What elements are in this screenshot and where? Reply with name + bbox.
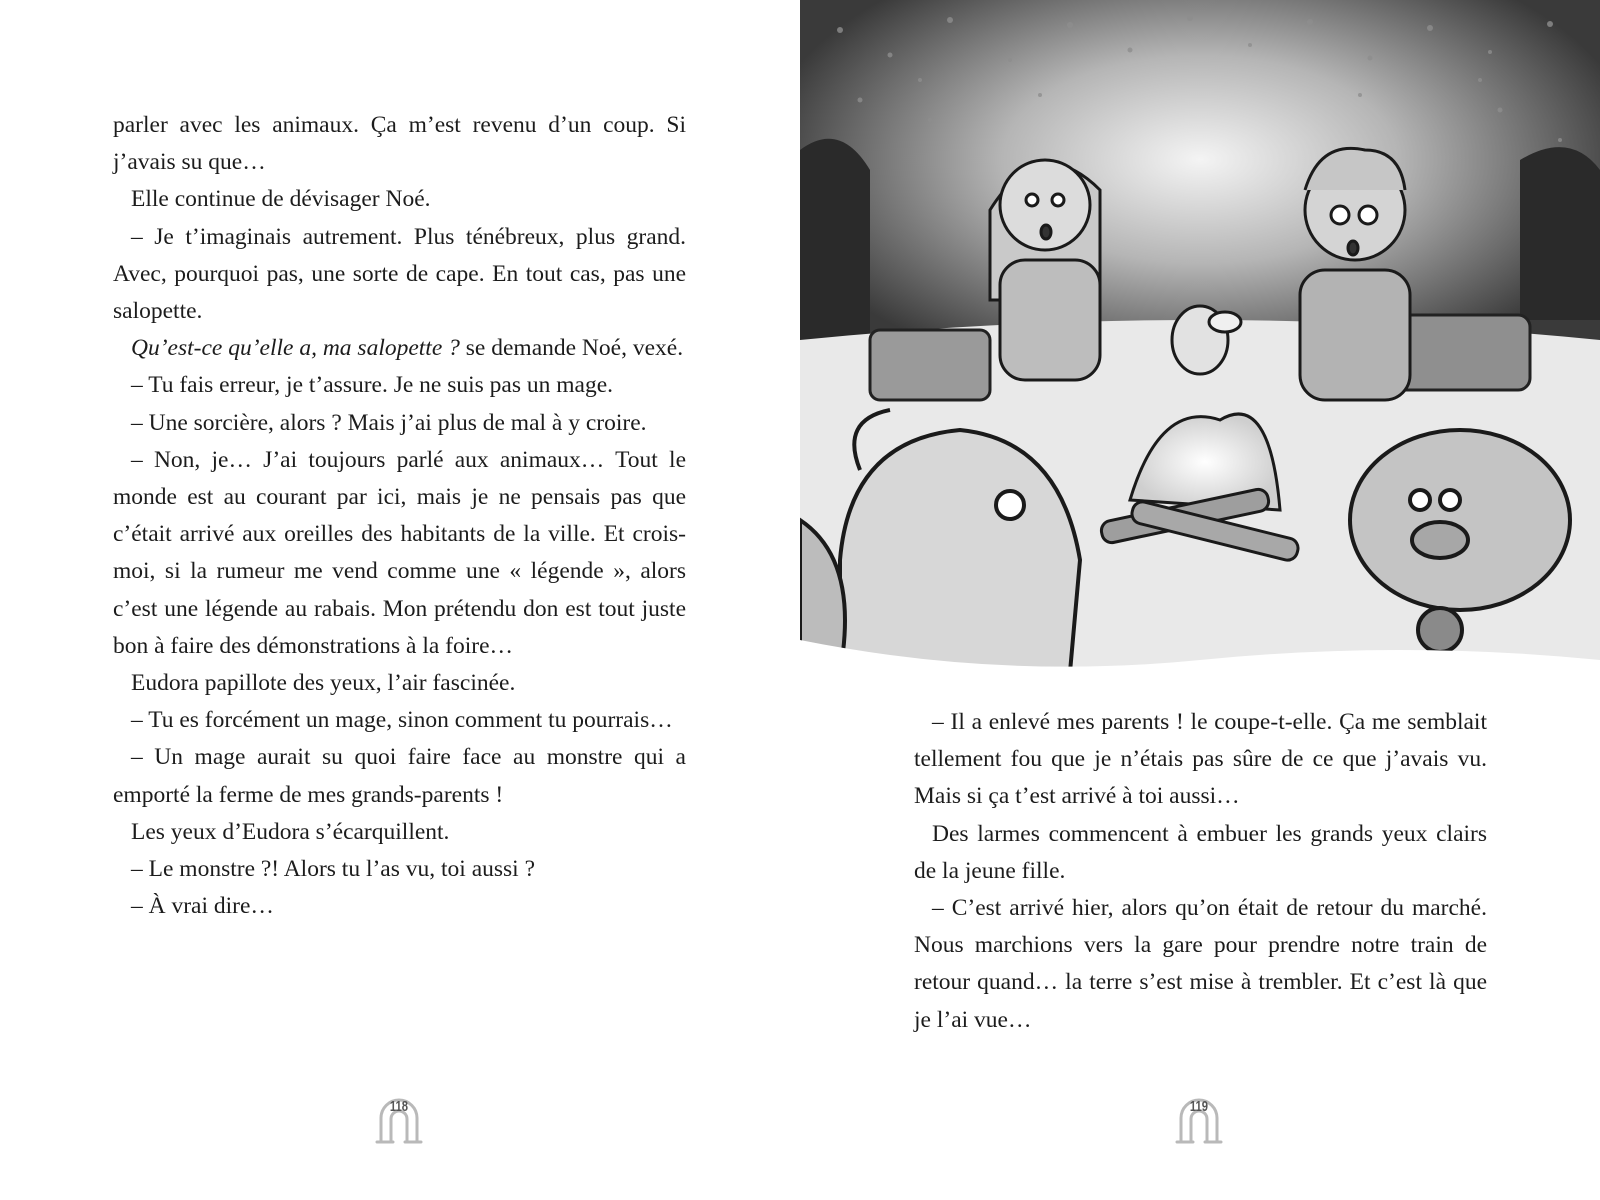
paragraph-tail: se demande Noé, vexé. <box>459 335 684 362</box>
left-page-text <box>113 107 686 925</box>
paragraph: Elle continue de dévisager Noé. <box>131 186 431 213</box>
paragraph: – Le monstre ?! Alors tu l’as vu, toi aussi ? <box>131 856 535 883</box>
paragraph: – Je t’imaginais autrement. Plus ténébreux, plus grand. Avec, pourquoi pas, une sorte de cape. En tout cas, pas une salopette. <box>113 223 686 325</box>
paragraph: – C’est arrivé hier, alors qu’on était de retour du marché. Nous marchions vers la gare pour prendre notre train de retour quand… la terre s’est mise à trembler. Et c’est là que je l’ai vue… <box>914 895 1487 1033</box>
page-number-119 <box>1169 1088 1229 1148</box>
paragraph: – Non, je… J’ai toujours parlé aux animaux… Tout le monde est au courant par ici, mais je ne pensais pas que c’était arrivé aux oreilles des habitants de la ville. Et crois-moi, si la rumeur me vend comme une « légende », alors c’est une légende au rabais. Mon prétendu don est tout juste bon à faire des démonstrations à la foire… <box>113 446 686 659</box>
paragraph: – Tu es forcément un mage, sinon comment tu pourrais… <box>131 707 673 734</box>
right-page <box>800 0 1600 1200</box>
paragraph: Des larmes commencent à embuer les grands yeux clairs de la jeune fille. <box>914 820 1487 884</box>
paragraph: parler avec les animaux. Ça m’est revenu d’un coup. Si j’avais su que… <box>113 112 686 176</box>
page-number-label: 118 <box>389 1098 409 1115</box>
paragraph: – Tu fais erreur, je t’assure. Je ne suis pas un mage. <box>131 372 614 399</box>
page-number-label: 119 <box>1189 1098 1209 1115</box>
paragraph: Eudora papillote des yeux, l’air fascinée. <box>131 670 516 697</box>
italic-thought: Qu’est-ce qu’elle a, ma salopette ? <box>131 335 460 362</box>
paragraph: – À vrai dire… <box>131 893 274 920</box>
paragraph <box>113 330 686 367</box>
right-page-text <box>914 704 1487 1039</box>
paragraph: – Une sorcière, alors ? Mais j’ai plus de mal à y croire. <box>131 409 647 436</box>
campfire-illustration <box>800 0 1600 672</box>
page-number-118 <box>369 1088 429 1148</box>
paragraph: – Il a enlevé mes parents ! le coupe-t-elle. Ça me semblait tellement fou que je n’étais pas sûre de ce que j’avais vu. Mais si ça t’est arrivé à toi aussi… <box>914 709 1487 810</box>
horseshoe-icon <box>1169 1088 1229 1148</box>
paragraph: – Un mage aurait su quoi faire face au monstre qui a emporté la ferme de mes grands-parents ! <box>113 744 686 808</box>
paragraph: Les yeux d’Eudora s’écarquillent. <box>131 818 450 845</box>
horseshoe-icon <box>369 1088 429 1148</box>
